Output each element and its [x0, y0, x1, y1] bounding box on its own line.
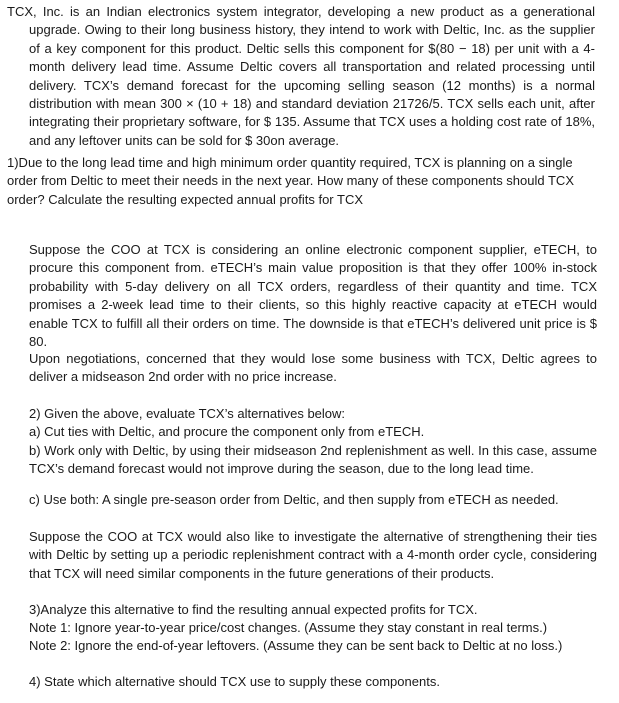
question-3: 3)Analyze this alternative to find the resulting annual expected profits for TCX.: [29, 602, 478, 617]
periodic-contract-paragraph: Suppose the COO at TCX would also like to investigate the alternative of strengthening their ties with Deltic by setting up a periodic replenishment contract with a 4-month order cycle, considering that TCX will need similar components in the future generations of their products.: [29, 529, 597, 581]
question-2-option-c: c) Use both: A single pre-season order from Deltic, and then supply from eTECH as needed.: [29, 492, 559, 507]
question-2: [29, 405, 597, 479]
question-4: 4) State which alternative should TCX use to supply these components.: [29, 674, 440, 689]
etech-scenario-paragraph: Suppose the COO at TCX is considering an online electronic component supplier, eTECH, to procure this component from. eTECH’s main value proposition is that they offer 100% in-stock probability with 5-day delivery on all TCX orders, regardless of their quantity and time. TCX promises a 2-week lead time to their clients, so this highly reactive capacity at eTECH would enable TCX to fulfill all their orders on time. The downside is that eTECH’s delivered unit price is $ 80.: [29, 242, 597, 350]
question-2-option-a: a) Cut ties with Deltic, and procure the component only from eTECH.: [29, 424, 425, 440]
intro-paragraph: TCX, Inc. is an Indian electronics system integrator, developing a new product as a generational upgrade. Owing to their long business history, they intend to work with Deltic, Inc. as the supplier of a key component for this product. Deltic sells this component for $(80 − 18) per unit with a 4-month delivery lead time. Assume Deltic covers all transportation and related processing until delivery. TCX’s demand forecast for the upcoming selling season (12 months) is a normal distribution with mean 300 × (10 + 18) and standard deviation 21726/5. TCX sells each unit, after integrating their proprietary software, for $ 135. Assume that TCX uses a holding cost rate of 18%, and any leftover units can be sold for $ 30on average.: [7, 4, 595, 148]
note-2: Note 2: Ignore the end-of-year leftovers. (Assume they can be sent back to Deltic at no loss.): [29, 638, 563, 653]
question-2-option-b: b) Work only with Deltic, by using their midseason 2nd replenishment as well. In this case, assume TCX’s demand forecast would not improve during the season, due to the long lead time.: [29, 442, 597, 477]
negotiation-paragraph: Upon negotiations, concerned that they would lose some business with TCX, Deltic agrees to deliver a midseason 2nd order with no price increase.: [29, 351, 597, 385]
note-1: Note 1: Ignore year-to-year price/cost changes. (Assume they stay constant in real terms.): [29, 620, 548, 635]
question-2-intro: 2) Given the above, evaluate TCX’s alternatives below:: [29, 406, 346, 421]
question-1: 1)Due to the long lead time and high minimum order quantity required, TCX is planning on a single order from Deltic to meet their needs in the next year. How many of these components should TCX order? Calculate the resulting expected annual profits for TCX: [7, 155, 574, 207]
